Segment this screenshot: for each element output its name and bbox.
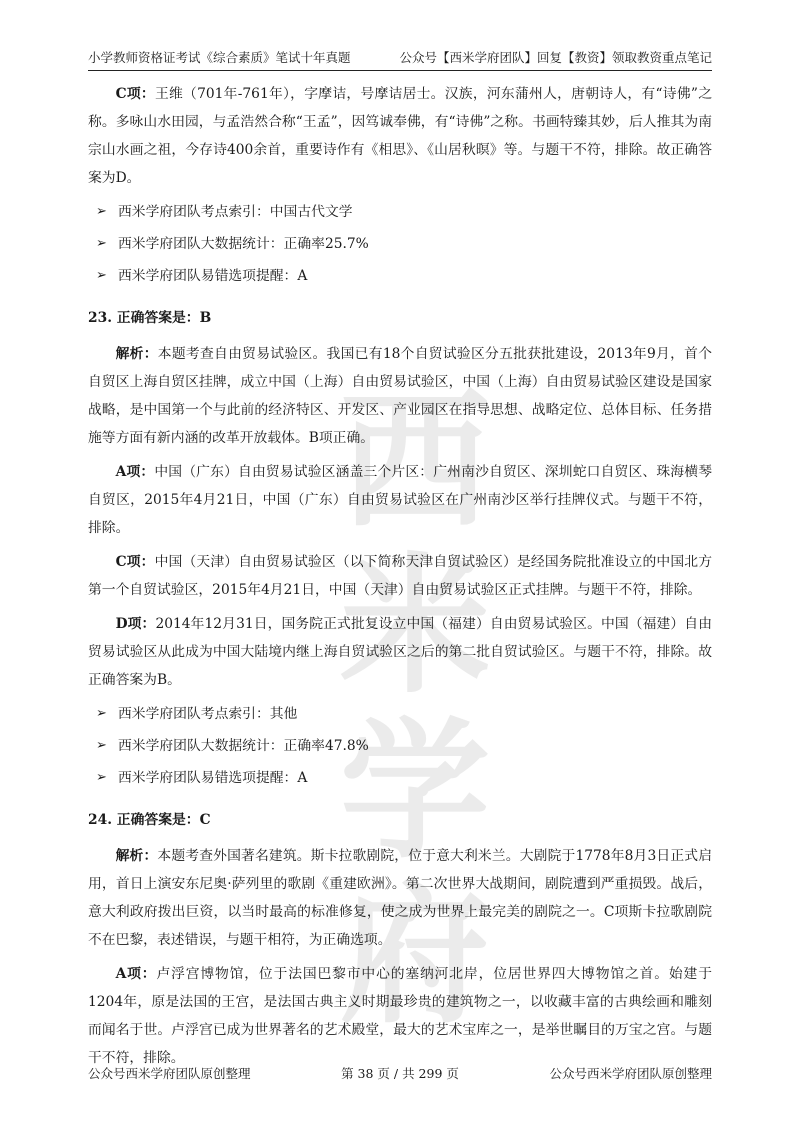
q24-analysis-label: 解析： [115, 848, 158, 864]
footer-left: 公众号西米学府团队原创整理 [88, 1066, 251, 1081]
q23-bullet-stats [88, 732, 712, 760]
q23-option-c [88, 548, 712, 604]
bullet-text: 西米学府团队考点索引：其他 [118, 706, 298, 722]
q24-answer-title: 24. 正确答案是：C [88, 812, 211, 828]
bullet-text: 西米学府团队易错选项提醒：A [118, 770, 308, 786]
footer-right: 公众号西米学府团队原创整理 [549, 1066, 712, 1081]
q23-analysis-text: 本题考查自由贸易试验区。我国已有18个自贸试验区分五批获批建设，2013年9月，首个自贸区上海自贸区挂牌，成立中国（上海）自由贸易试验区，中国（上海）自由贸易试验区建设是国家战略，是中国第一个与此前的经济特区、开发区、产业园区在指导思想、战略定位、总体目标、任务措施等方面有新内涵的改革开放载体。B项正确。 [88, 346, 713, 446]
q23-option-d-text: 2014年12月31日，国务院正式批复设立中国（福建）自由贸易试验区。中国（福建）自由贸易试验区从此成为中国大陆境内继上海自贸试验区之后的第二批自贸试验区。与题干不符，排除。故正确答案为B。 [88, 616, 712, 688]
q24-option-a-label: A项： [115, 966, 157, 982]
arrow-bullet-icon: ➢ [96, 236, 107, 251]
q23-option-d-label: D项： [115, 616, 156, 632]
page-header [88, 44, 712, 71]
bullet-text: 西米学府团队考点索引：中国古代文学 [118, 204, 353, 220]
q23-option-a-text: 中国（广东）自由贸易试验区涵盖三个片区：广州南沙自贸区、深圳蛇口自贸区、珠海横琴自贸区，2015年4月21日，中国（广东）自由贸易试验区在广州南沙区举行挂牌仪式。与题干不符，排除。 [88, 464, 712, 536]
bullet-text: 西米学府团队大数据统计：正确率25.7% [118, 236, 369, 252]
arrow-bullet-icon: ➢ [96, 738, 107, 753]
arrow-bullet-icon: ➢ [96, 268, 107, 283]
bullet-text: 西米学府团队大数据统计：正确率47.8% [118, 738, 369, 754]
q23-option-a [88, 458, 712, 542]
bullet-text: 西米学府团队易错选项提醒：A [118, 268, 308, 284]
q22-option-c-text: 王维（701年-761年），字摩诘，号摩诘居士。汉族，河东蒲州人，唐朝诗人，有“诗佛”之称。多咏山水田园，与孟浩然合称“王孟”，因笃诚奉佛，有“诗佛”之称。书画特臻其妙，后人推其为南宗山水画之祖，今存诗400余首，重要诗作有《相思》、《山居秋暝》等。与题干不符，排除。故正确答案为D。 [88, 86, 712, 186]
q23-option-c-text: 中国（天津）自由贸易试验区（以下简称天津自贸试验区）是经国务院批准设立的中国北方第一个自贸试验区，2015年4月21日，中国（天津）自由贸易试验区正式挂牌。与题干不符，排除。 [88, 554, 712, 598]
q23-analysis-label: 解析： [115, 346, 158, 362]
q22-bullet-index [88, 198, 712, 226]
page-content [88, 80, 712, 1078]
q23-analysis [88, 340, 712, 452]
header-right-note: 公众号【西米学府团队】回复【教资】领取教资重点笔记 [399, 50, 712, 65]
arrow-bullet-icon: ➢ [96, 204, 107, 219]
q23-option-c-label: C项： [115, 554, 155, 570]
q23-bullet-mistake [88, 764, 712, 792]
arrow-bullet-icon: ➢ [96, 706, 107, 721]
q22-option-c [88, 80, 712, 192]
q22-option-c-label: C项： [115, 86, 155, 102]
page-number: 第 38 页 / 共 299 页 [341, 1066, 459, 1081]
q24-option-a-text: 卢浮宫博物馆，位于法国巴黎市中心的塞纳河北岸，位居世界四大博物馆之首。始建于1204年，原是法国的王宫，是法国古典主义时期最珍贵的建筑物之一，以收藏丰富的古典绘画和雕刻而闻名于世。卢浮宫已成为世界著名的艺术殿堂，最大的艺术宝库之一，是举世瞩目的万宝之宫。与题干不符，排除。 [88, 966, 712, 1066]
q23-option-d [88, 610, 712, 694]
q22-bullet-stats [88, 230, 712, 258]
q23-bullet-index [88, 700, 712, 728]
arrow-bullet-icon: ➢ [96, 770, 107, 785]
q22-bullet-mistake [88, 262, 712, 290]
q23-answer-title: 23. 正确答案是：B [88, 310, 212, 326]
q24-option-a [88, 960, 712, 1072]
watermark-text: 西米学府 [339, 375, 490, 1044]
q23-option-a-label: A项： [115, 464, 155, 480]
q24-analysis [88, 842, 712, 954]
q24-analysis-text: 本题考查外国著名建筑。斯卡拉歌剧院，位于意大利米兰。大剧院于1778年8月3日正式启用，首日上演安东尼奥·萨列里的歌剧《重建欧洲》。第二次世界大战期间，剧院遭到严重损毁。战后，意大利政府拨出巨资，以当时最高的标准修复，使之成为世界上最完美的剧院之一。C项斯卡拉歌剧院不在巴黎，表述错误，与题干相符，为正确选项。 [88, 848, 713, 948]
header-left-title: 小学教师资格证考试《综合素质》笔试十年真题 [88, 50, 351, 65]
page-footer [88, 1064, 712, 1082]
